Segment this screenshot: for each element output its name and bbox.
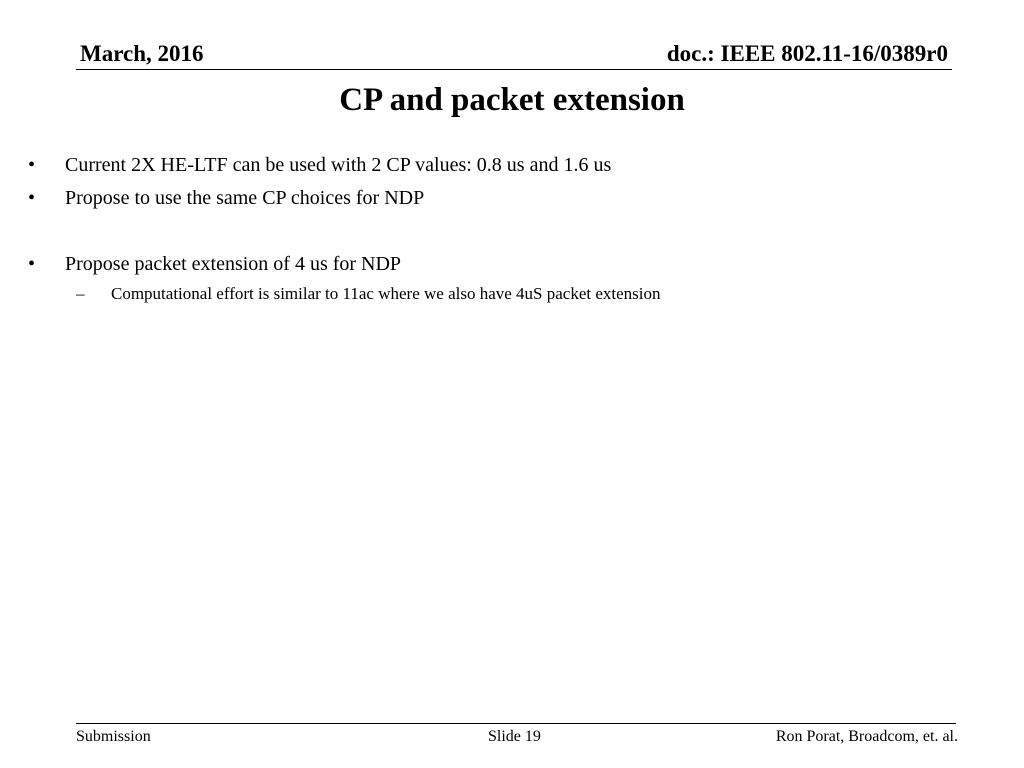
bullet-marker: • <box>28 187 36 209</box>
footer-slide-number: Slide 19 <box>488 728 541 745</box>
bullet-marker: • <box>28 154 36 176</box>
footer-divider <box>76 723 956 724</box>
header-date: March, 2016 <box>80 41 204 66</box>
bullet-text: Current 2X HE-LTF can be used with 2 CP values: 0.8 us and 1.6 us <box>65 154 612 176</box>
bullet-text: Propose packet extension of 4 us for NDP <box>65 253 402 275</box>
footer-submission: Submission <box>76 728 151 745</box>
header-doc-id: doc.: IEEE 802.11-16/0389r0 <box>666 41 948 66</box>
sub-bullet-text: Computational effort is similar to 11ac where we also have 4uS packet extension <box>111 284 661 303</box>
header-divider <box>76 69 952 70</box>
bullet-text: Propose to use the same CP choices for NDP <box>65 187 425 209</box>
footer-authors: Ron Porat, Broadcom, et. al. <box>775 728 958 745</box>
bullet-marker: • <box>28 253 36 275</box>
sub-bullet-marker: – <box>76 284 85 303</box>
slide-title: CP and packet extension <box>339 82 685 118</box>
